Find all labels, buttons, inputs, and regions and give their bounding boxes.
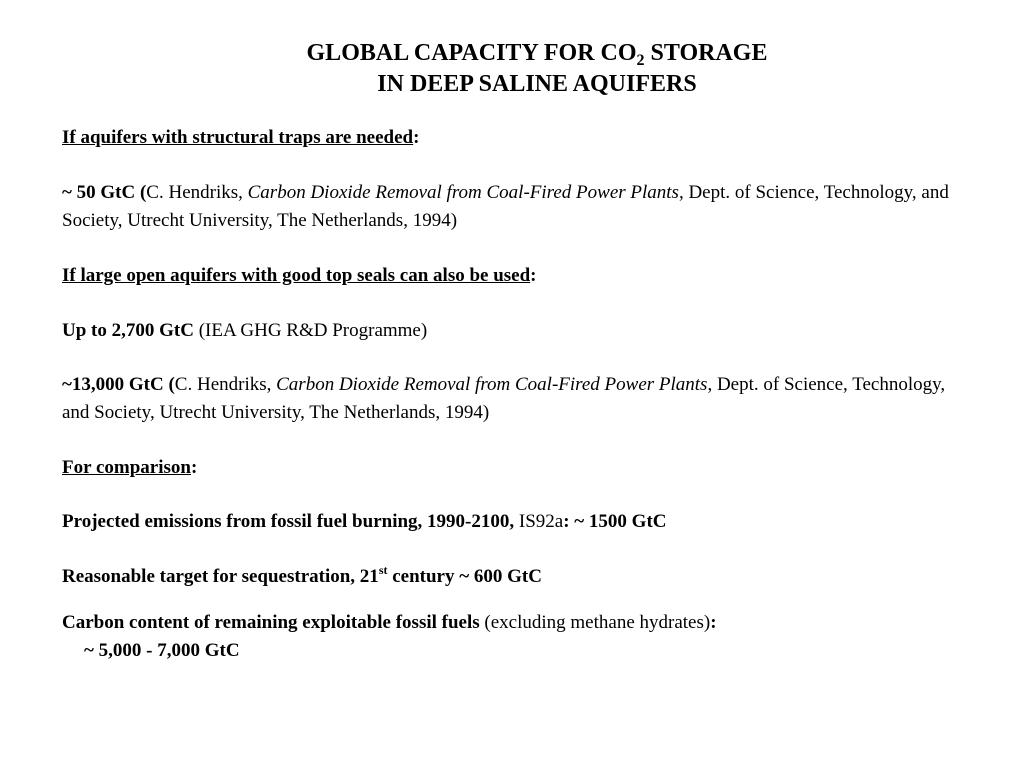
title-line-1-text: GLOBAL CAPACITY FOR CO	[306, 40, 637, 66]
section-heading: If aquifers with structural traps are needed	[62, 127, 414, 148]
entry-paren: (	[163, 374, 175, 395]
carbon-label: Carbon content of remaining exploitable fossil fuels	[62, 612, 480, 633]
title-line-2: IN DEEP SALINE AQUIFERS	[377, 71, 697, 97]
carbon-note: (excluding methane hydrates)	[479, 612, 711, 633]
target-label: Reasonable target for sequestration, 21	[62, 566, 379, 587]
entry-value: Up to 2,700 GtC	[62, 320, 194, 341]
section-colon: :	[190, 457, 198, 478]
ordinal-superscript: st	[378, 563, 388, 577]
comparison-carbon-content	[62, 609, 962, 665]
title-line-1	[0, 38, 1024, 69]
title-subscript: 2	[636, 52, 645, 69]
entry-citation: , Dept. of Science, Technology, and Society, Utrecht University, The Netherlands, 1994)	[62, 182, 949, 231]
carbon-content-line	[62, 609, 962, 637]
title-line-1-suffix: STORAGE	[644, 40, 768, 66]
emissions-scenario: IS92a	[514, 511, 564, 532]
entry-author: C. Hendriks,	[146, 182, 248, 203]
target-value: century ~ 600 GtC	[387, 566, 542, 587]
entry-author: C. Hendriks,	[174, 374, 277, 395]
section-heading: If large open aquifers with good top seals can also be used	[62, 265, 531, 286]
section-structural-traps	[62, 124, 962, 152]
comparison-emissions	[62, 508, 962, 536]
section-heading: For comparison	[62, 457, 191, 478]
section-comparison	[62, 454, 962, 482]
carbon-colon: :	[710, 612, 717, 633]
entry-book-title: Carbon Dioxide Removal from Coal-Fired Power Plants	[276, 374, 708, 395]
section-colon: :	[530, 265, 537, 286]
emissions-label: Projected emissions from fossil fuel burning, 1990-2100,	[62, 511, 515, 532]
entry-13000-gtc	[62, 371, 962, 427]
entry-book-title: Carbon Dioxide Removal from Coal-Fired Power Plants	[247, 182, 679, 203]
comparison-target	[62, 563, 962, 591]
section-open-aquifers	[62, 262, 962, 290]
entry-50-gtc	[62, 179, 962, 235]
emissions-value: : ~ 1500 GtC	[563, 511, 667, 532]
entry-citation: , Dept. of Science, Technology, and Society, Utrecht University, The Netherlands, 1994)	[62, 374, 946, 423]
carbon-value: ~ 5,000 - 7,000 GtC	[84, 640, 240, 661]
slide-title	[0, 38, 1024, 100]
entry-paren: (	[135, 182, 147, 203]
entry-source: (IEA GHG R&D Programme)	[193, 320, 428, 341]
entry-2700-gtc	[62, 317, 962, 345]
section-colon: :	[413, 127, 420, 148]
entry-value: ~ 50 GtC	[62, 182, 136, 203]
entry-value: ~13,000 GtC	[62, 374, 164, 395]
